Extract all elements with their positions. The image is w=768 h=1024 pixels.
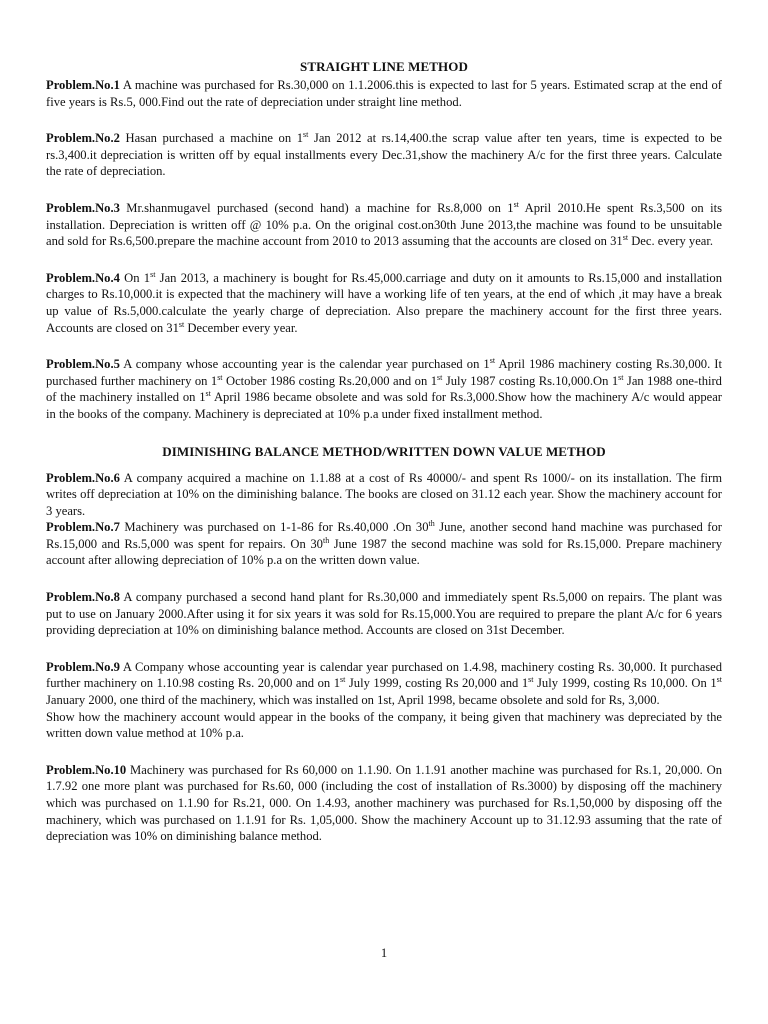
problem-label: Problem.No.1 [46, 78, 120, 92]
section-heading-diminishing-balance: DIMINISHING BALANCE METHOD/WRITTEN DOWN VALUE METHOD [162, 443, 606, 459]
document-page [46, 58, 722, 865]
ordinal-superscript: st [716, 675, 722, 685]
section-heading-straight-line: STRAIGHT LINE METHOD [300, 59, 468, 74]
ordinal-superscript: st [205, 389, 211, 399]
ordinal-superscript: st [622, 232, 629, 242]
ordinal-superscript: st [528, 675, 534, 685]
ordinal-superscript: st [150, 269, 156, 279]
problem-label: Problem.No.7 [46, 520, 120, 535]
problem-label: Problem.No.8 [46, 590, 120, 605]
ordinal-superscript: st [178, 319, 185, 329]
problem-1: Problem.No.1 A machine was purchased for Rs.30,000 on 1.1.2006.this is expected to last for 5 years. Estimated scrap at the end of five years is Rs.5, 000.Find out the rate of depreciation under straight line method. [46, 78, 722, 109]
page-number: 1 [380, 946, 388, 960]
ordinal-superscript: th [428, 519, 435, 529]
ordinal-superscript: st [618, 372, 624, 382]
ordinal-superscript: st [217, 372, 223, 382]
ordinal-superscript: st [437, 372, 443, 382]
problem-label: Problem.No.6 [46, 470, 120, 485]
problem-7: Problem.No.7 Machinery was purchased on 1-1-86 for Rs.40,000 .On 30th June, another second hand machine was purchased for Rs.15,000 and Rs.5,000 was spent for repairs. On 30th June 1987 the second machine was sold for Rs.15,000. Prepare machinery account after allowing depreciation of 10% p.a on the written down value. [46, 519, 722, 568]
problem-9-continuation: Show how the machinery account would appear in the books of the company, it being given that machinery was depreciated by the written down value method at 10% p.a. [46, 709, 722, 741]
ordinal-superscript: st [303, 130, 309, 139]
problem-2: Problem.No.2 Hasan purchased a machine on 1st Jan 2012 at rs.14,400.the scrap value after ten years, time is expected to be rs.3,400.it depreciation is written off by equal installments every Dec.31,show the machinery A/c for the first three years. Calculate the rate of depreciation. [46, 130, 722, 179]
ordinal-superscript: st [513, 199, 519, 209]
problem-8: Problem.No.8 A company purchased a second hand plant for Rs.30,000 and immediately spent Rs.5,000 on repairs. The plant was put to use on January 2000.After using it for six years it was sold for Rs.15,000.You are required to prepare the plant A/c for 6 years providing depreciation at 10% on diminishing balance method. Accounts are closed on 31st December. [46, 590, 722, 638]
ordinal-superscript: st [340, 675, 346, 685]
problem-label: Problem.No.5 [46, 357, 120, 372]
problem-9: Problem.No.9 A Company whose accounting year is calendar year purchased on 1.4.98, machinery costing Rs. 30,000. It purchased further machinery on 1.10.98 costing Rs. 20,000 and on 1st July 1999, costing Rs 20,000 and 1st July 1999, costing Rs 10,000. On 1st January 2000, one third of the machinery, which was installed on 1st, April 1998, became obsolete and sold for Rs, 3,000. [46, 659, 722, 708]
problem-label: Problem.No.9 [46, 659, 120, 674]
problem-label: Problem.No.3 [46, 200, 120, 215]
problem-label: Problem.No.2 [46, 131, 120, 146]
ordinal-superscript: st [489, 355, 496, 365]
problem-label: Problem.No.10 [46, 762, 127, 777]
problem-3: Problem.No.3 Mr.shanmugavel purchased (second hand) a machine for Rs.8,000 on 1st April 2010.He spent Rs.3,500 on its installation. Depreciation is written off @ 10% p.a. On the original cost.on30th June 2013,the machine was found to be unsuitable and sold for Rs.6,500.prepare the machine account from 2010 to 2013 assuming that the accounts are closed on 31st Dec. every year. [46, 199, 722, 249]
problem-10: Problem.No.10 Machinery was purchased for Rs 60,000 on 1.1.90. On 1.1.91 another machine was purchased for Rs.1, 20,000. On 1.7.92 one more plant was purchased for Rs.60, 000 (including the cost of installation of Rs.3000) by disposing off the machinery which was purchased on 1.1.90 for Rs.21, 000. On 1.4.93, another machinery was purchased for Rs.1,50,000 by disposing off the machinery, which was purchased on 1.1.91 for Rs. 1,05,000. Show the machinery Account up to 31.12.93 assuming that the rate of depreciation was 10% on diminishing balance method. [46, 762, 722, 844]
problem-6: Problem.No.6 A company acquired a machine on 1.1.88 at a cost of Rs 40000/- and spent Rs 1000/- on its installation. The firm writes off depreciation at 10% on the diminishing balance. The books are closed on 31.12 each year. Show the machinery account for 3 years. [46, 470, 722, 518]
ordinal-superscript: th [322, 535, 330, 545]
problem-4: Problem.No.4 On 1st Jan 2013, a machinery is bought for Rs.45,000.carriage and duty on it amounts to Rs.15,000 and installation charges to Rs.10,000.it is expected that the machinery will have a working life of ten years, at the end of which ,it may have a break up value of Rs.5,000.calculate the yearly charge of depreciation. Also prepare the machinery account for the first three years. Accounts are closed on 31st December every year. [46, 269, 722, 335]
problem-label: Problem.No.4 [46, 270, 120, 285]
problem-5: Problem.No.5 A company whose accounting year is the calendar year purchased on 1st April 1986 machinery costing Rs.30,000. It purchased further machinery on 1st October 1986 costing Rs.20,000 and on 1st July 1987 costing Rs.10,000.On 1st Jan 1988 one-third of the machinery installed on 1st April 1986 became obsolete and was sold for Rs.3,000.Show how the machinery A/c would appear in the books of the company. Machinery is depreciated at 10% p.a under fixed installment method. [46, 355, 723, 421]
